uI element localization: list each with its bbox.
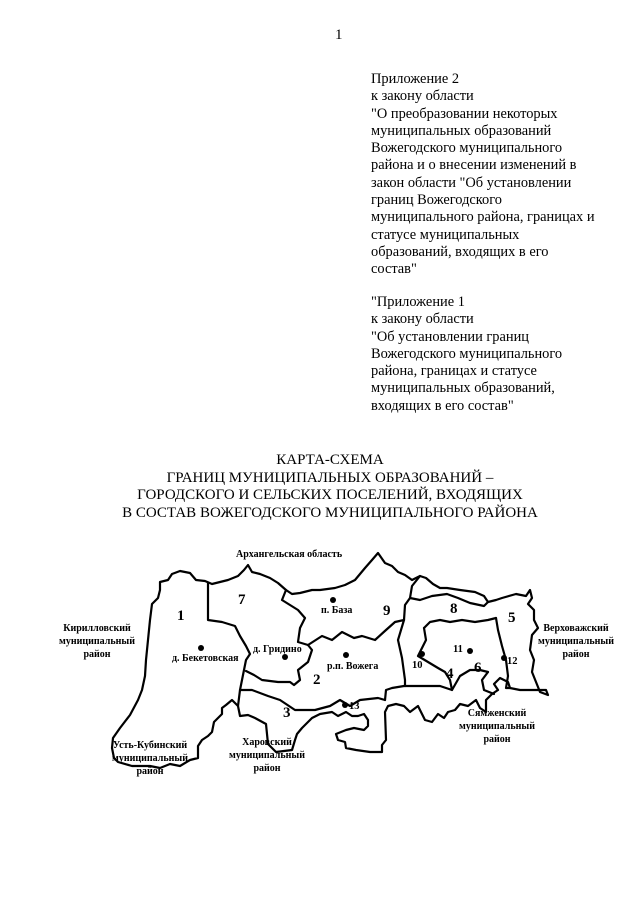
neighbor-southeast-line: муниципальный (459, 721, 535, 732)
neighbor-east-line: муниципальный (538, 636, 614, 647)
neighbor-southeast-line: район (483, 734, 511, 745)
dot-12 (501, 655, 507, 661)
neighbor-west-line: муниципальный (59, 636, 135, 647)
appendix-1-line: района, границах и статусе (371, 363, 537, 380)
neighbor-southwest-line: район (136, 766, 164, 777)
boundary-9-10 (398, 620, 405, 686)
settlement-number-2: 2 (313, 672, 321, 688)
map-title-line: ГРАНИЦ МУНИЦИПАЛЬНЫХ ОБРАЗОВАНИЙ – (166, 469, 494, 486)
appendix-1-line: Вожегодского муниципального (371, 345, 563, 362)
appendix-2-line: статусе муниципальных (371, 226, 520, 243)
map-title-line: В СОСТАВ ВОЖЕГОДСКОГО МУНИЦИПАЛЬНОГО РАЙОНА (122, 504, 538, 521)
appendix-2-line: муниципального района, границах и (371, 209, 595, 226)
settlement-number-10: 10 (412, 660, 423, 671)
settlement-number-7: 7 (238, 592, 246, 608)
appendix-1-line: муниципальных образований, (371, 380, 555, 397)
appendix-1-line: "Приложение 1 (371, 294, 465, 310)
place-label-gridino: д. Гридино (253, 644, 302, 655)
appendix-2-line: района и о внесении изменений в (371, 157, 577, 174)
place-label-baza: п. База (321, 605, 353, 616)
dot-baza (330, 597, 336, 603)
appendix-2-line: Приложение 2 (371, 71, 460, 87)
dot-11 (467, 648, 473, 654)
dot-10 (419, 651, 425, 657)
appendix-1-line: входящих в его состав" (371, 397, 514, 414)
appendix-2-line: к закону области (371, 88, 474, 105)
place-label-vozhega: р.п. Вожега (327, 661, 379, 672)
page-number: 1 (335, 27, 343, 43)
map-title-line: ГОРОДСКОГО И СЕЛЬСКИХ ПОСЕЛЕНИЙ, ВХОДЯЩИХ (137, 487, 523, 503)
boundary-10-8 (410, 594, 488, 606)
appendix-1-line: к закону области (371, 311, 474, 328)
boundary-3-4 (385, 686, 405, 700)
neighbor-west-line: Кирилловский (63, 623, 131, 634)
dot-13 (342, 702, 348, 708)
appendix-2-line: закон области "Об установлении (371, 174, 572, 191)
neighbor-west-line: район (83, 649, 111, 660)
boundary-8-6 (424, 618, 496, 628)
boundary-4-6 (482, 672, 494, 694)
appendix-2-line: муниципальных образований (371, 122, 552, 139)
dot-beketovskaya (198, 645, 204, 651)
dot-vozhega (343, 652, 349, 658)
appendix-2-line: состав" (371, 261, 417, 278)
settlement-number-1: 1 (177, 608, 185, 624)
neighbor-north-label: Архангельская область (236, 549, 343, 560)
neighbor-south-line: Харовский (242, 737, 292, 748)
settlement-number-5: 5 (508, 610, 516, 626)
settlement-number-12: 12 (507, 656, 518, 667)
boundary-2-3 (240, 690, 385, 710)
settlement-number-13: 13 (349, 701, 360, 712)
settlement-number-4: 4 (446, 666, 454, 682)
appendix-2-line: Вожегодского муниципального (371, 140, 563, 157)
neighbor-east-line: район (562, 649, 590, 660)
appendix-2-line: границ Вожегодского (371, 192, 502, 209)
boundary-6-5 (496, 618, 510, 688)
neighbor-southeast-line: Сямженский (467, 708, 527, 719)
appendix-1-line: "Об установлении границ (371, 328, 529, 345)
neighbor-south-line: муниципальный (229, 750, 305, 761)
settlement-number-6: 6 (474, 660, 482, 676)
map-title-line: КАРТА-СХЕМА (276, 452, 384, 468)
boundary-7-9 (282, 590, 308, 645)
neighbor-east-line: Верховажский (543, 623, 609, 634)
settlement-number-8: 8 (450, 601, 458, 617)
settlement-number-3: 3 (283, 705, 291, 721)
settlement-number-11: 11 (453, 644, 463, 655)
neighbor-south-line: район (253, 763, 281, 774)
neighbor-southwest-line: муниципальный (112, 753, 188, 764)
neighbor-southwest-line: Усть-Кубинский (112, 740, 188, 751)
appendix-2-line: "О преобразовании некоторых (371, 105, 558, 122)
appendix-2-line: образований, входящих в его (371, 243, 549, 260)
settlement-number-9: 9 (383, 603, 391, 619)
place-label-beketovskaya: д. Бекетовская (172, 653, 239, 664)
